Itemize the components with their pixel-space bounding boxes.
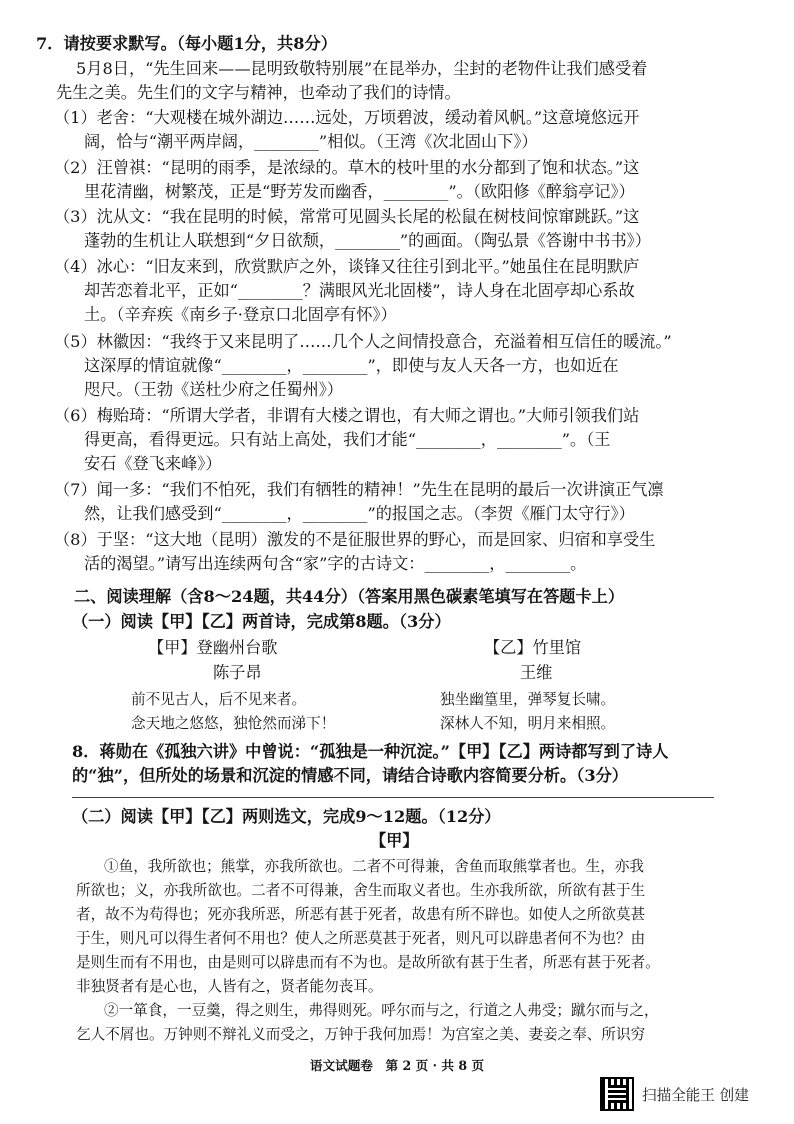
scanner-watermark	[600, 1075, 790, 1115]
q7-item-7: 然，让我们感受到“________，________”的报国之志。（李贺《雁门太守行》）	[84, 504, 635, 523]
q7-item-4: （4）冰心：“旧友来到，欣赏默庐之外，谈锋又往往引到北平。”她虽住在昆明默庐	[54, 257, 640, 276]
q7-item-3: （3）沈从文：“我在昆明的时候，常常可见圆头长尾的松鼠在树枝间惊窜跳跃。”这	[54, 207, 640, 226]
q8-prompt: 的“独”，但所处的场景和沉淀的情感不同，请结合诗歌内容简要分析。（3分）	[72, 766, 628, 785]
qr-code-icon	[600, 1077, 634, 1111]
part2-heading: 二、阅读理解（含8～24题，共44分）（答案用黑色碳素笔填写在答题卡上）	[74, 587, 625, 606]
q7-item-1: 阔，恰与“潮平两岸阔，________”相似。（王湾《次北固山下》）	[84, 132, 538, 151]
q7-item-8: 活的渴望。”请写出连续两句含“家”字的古诗文：________，________。	[84, 554, 587, 573]
q7-item-5: （5）林徽因：“我终于又来昆明了……几个人之间情投意合，充溢着相互信任的暖流。”	[54, 332, 672, 351]
watermark-text: 扫描全能王 创建	[642, 1087, 749, 1104]
q7-intro-line: 先生之美。先生们的文字与精神，也牵动了我们的诗情。	[56, 83, 461, 102]
answer-line	[72, 797, 714, 798]
q7-item-5: 咫尺。（王勃《送杜少府之任蜀州》）	[84, 380, 343, 399]
section2-heading: （二）阅读【甲】【乙】两则选文，完成9～12题。（12分）	[72, 807, 501, 826]
q7-item-6: 安石《登飞来峰》）	[84, 454, 222, 473]
poem-yi-author: 王维	[520, 663, 553, 682]
q7-item-4: 却苦恋着北平，正如“________？满眼风光北固楼”，诗人身在北固亭却心系故	[84, 281, 635, 300]
q7-intro-line: 5月8日，“先生回来——昆明致敬特别展”在昆举办，尘封的老物件让我们感受着	[76, 59, 648, 78]
q7-title: 7．请按要求默写。（每小题1分，共8分）	[36, 34, 337, 53]
passage-line: 非独贤者有是心也，人皆有之，贤者能勿丧耳。	[76, 978, 383, 995]
q7-item-1: （1）老舍：“大观楼在城外湖边……远处，万顷碧波，缓动着风帆。”这意境悠远开	[54, 108, 640, 127]
poem-yi-title: 【乙】竹里馆	[484, 638, 582, 657]
poem-jia-author: 陈子昂	[213, 663, 262, 682]
section1-heading: （一）阅读【甲】【乙】两首诗，完成第8题。（3分）	[72, 612, 451, 631]
page-footer: 语文试题卷 第 2 页 · 共 8 页	[309, 1058, 485, 1073]
poem-jia-line: 念天地之悠悠，独怆然而涕下！	[131, 715, 336, 732]
passage-line: 是则生而有不用也，由是则可以辟患而有不为也。是故所欲有甚于生者，所恶有甚于死者。	[76, 954, 660, 971]
q7-item-7: （7）闻一多：“我们不怕死，我们有牺牲的精神！”先生在昆明的最后一次讲演正气凛	[54, 480, 664, 499]
passage-line: 于生，则凡可以得生者何不用也？使人之所恶莫甚于死者，则凡可以辟患者何不为也？由	[76, 930, 646, 947]
q7-item-4: 土。（辛弃疾《南乡子·登京口北固亭有怀》）	[84, 305, 397, 324]
q7-item-6: 得更高，看得更远。只有站上高处，我们才能“________，________”。（王	[84, 430, 611, 449]
q7-item-5: 这深厚的情谊就像“________，________”，即使与友人天各一方，也如近在	[84, 356, 619, 375]
passage-jia-label: 【甲】	[370, 831, 419, 850]
q8-prompt: 8．蒋勋在《孤独六讲》中曾说：“孤独是一种沉淀。”【甲】【乙】两诗都写到了诗人	[72, 742, 669, 761]
poem-jia-title: 【甲】登幽州台歌	[148, 638, 278, 657]
passage-line: ②一箪食，一豆羹，得之则生，弗得则死。呼尔而与之，行道之人弗受；蹴尔而与之，	[104, 1002, 659, 1019]
q7-item-2: 里花清幽，树繁茂，正是“野芳发而幽香，________”。（欧阳修《醉翁亭记》）	[84, 182, 635, 201]
poem-yi-line: 独坐幽篁里，弹琴复长啸。	[440, 691, 616, 708]
passage-line: 所欲也；义，亦我所欲也。二者不可得兼，舍生而取义者也。生亦我所欲，所欲有甚于生	[76, 882, 646, 899]
passage-line: ①鱼，我所欲也；熊掌，亦我所欲也。二者不可得兼，舍鱼而取熊掌者也。生，亦我	[104, 858, 644, 875]
q7-item-2: （2）汪曾祺：“昆明的雨季，是浓绿的。草木的枝叶里的水分都到了饱和状态。”这	[54, 158, 640, 177]
passage-line: 乞人不屑也。万钟则不辩礼义而受之，万钟于我何加焉！为宫室之美、妻妾之奉、所识穷	[76, 1026, 646, 1043]
q7-item-8: （8）于坚：“这大地（昆明）激发的不是征服世界的野心，而是回家、归宿和享受生	[54, 530, 656, 549]
q7-item-3: 蓬勃的生机让人联想到“夕日欲颓，________”的画面。（陶弘景《答谢中书书》）	[84, 231, 651, 250]
passage-line: 者，故不为苟得也；死亦我所恶，所恶有甚于死者，故患有所不辟也。如使人之所欲莫甚	[76, 906, 646, 923]
poem-jia-line: 前不见古人，后不见来者。	[131, 691, 307, 708]
poem-yi-line: 深林人不知，明月来相照。	[440, 715, 616, 732]
q7-item-6: （6）梅贻琦：“所谓大学者，非谓有大楼之谓也，有大师之谓也。”大师引领我们站	[54, 406, 640, 425]
